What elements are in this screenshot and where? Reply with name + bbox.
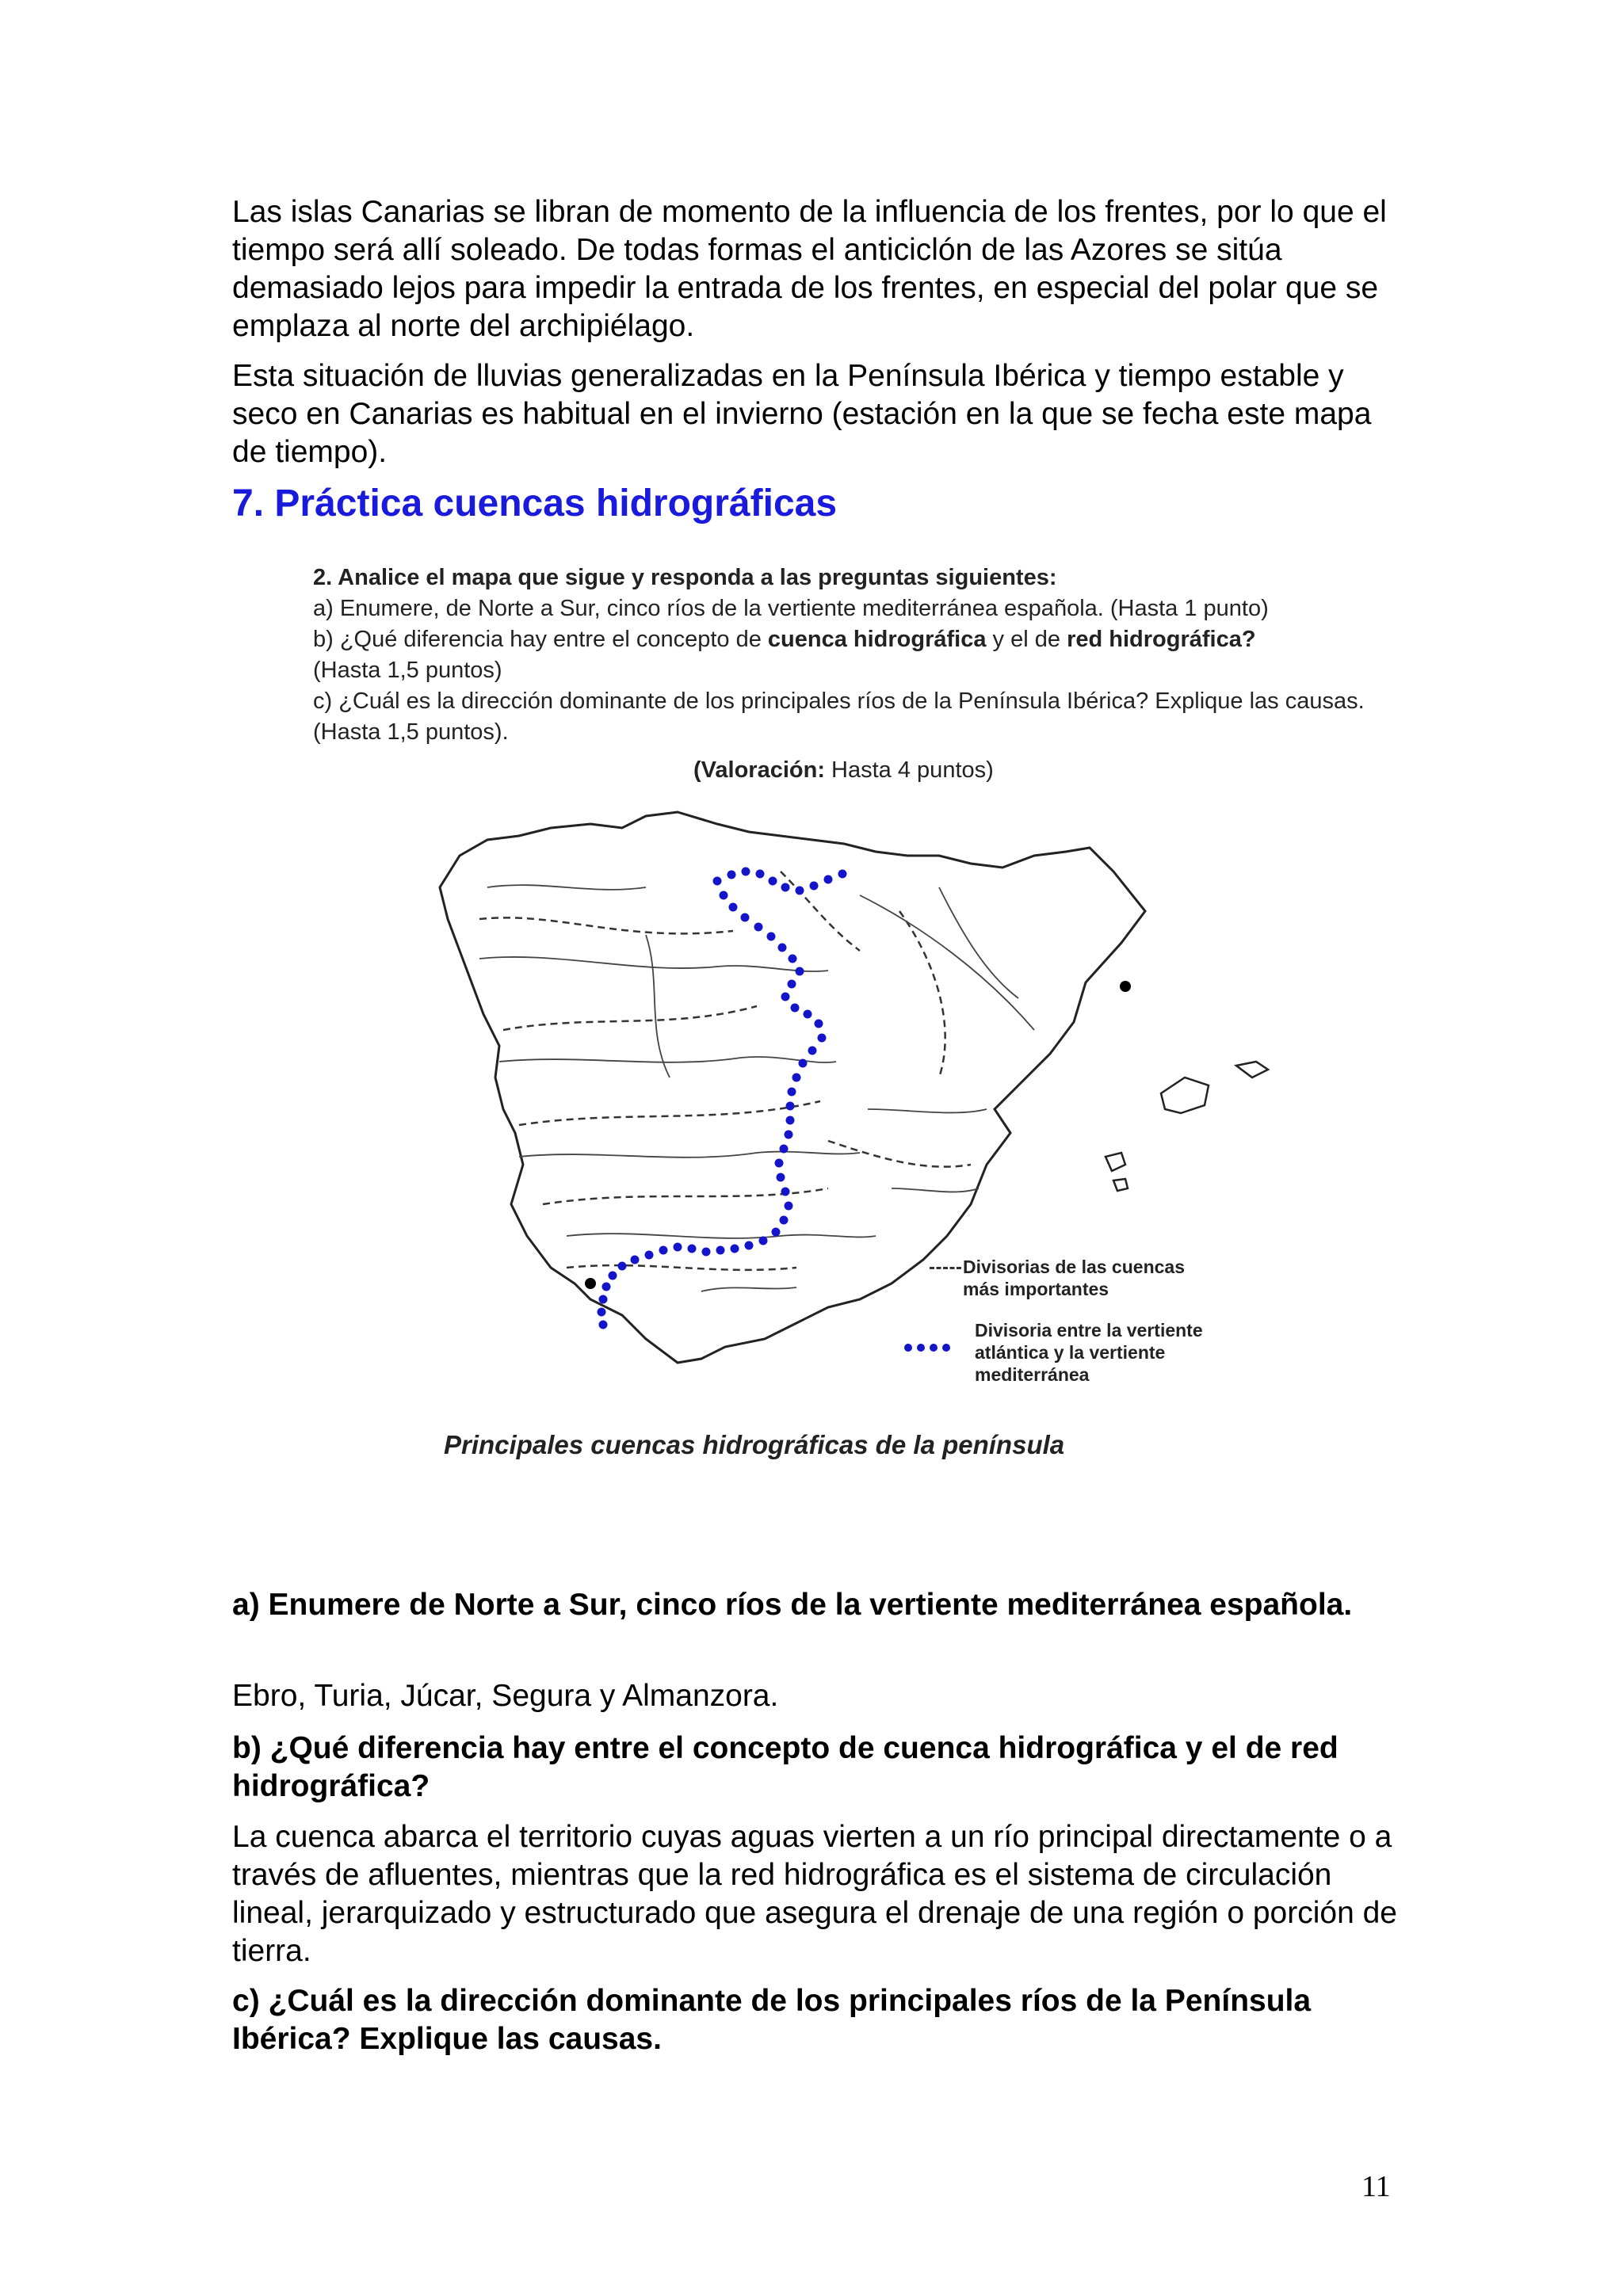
question-b: b) ¿Qué diferencia hay entre el concepto de cuenca hidrográfica y el de red hidrográfica? [232,1731,1338,1803]
answer-a: Ebro, Turia, Júcar, Segura y Almanzora. [232,1679,779,1713]
balearic-ibiza [1106,1153,1125,1171]
valoracion-value: Hasta 4 puntos) [825,757,994,783]
page-number: 11 [1361,2170,1391,2203]
legend-dotted-line2: atlántica y la vertiente [975,1342,1166,1363]
valoracion-label: (Valoración: [693,757,825,783]
instruction-c: c) ¿Cuál es la dirección dominante de los principales ríos de la Península Ibérica? Explique las causas. [313,688,1365,714]
paragraph-canarias: Las islas Canarias se libran de momento de la influencia de los frentes, por lo que el tiempo será allí soleado. De todas formas el anticiclón de las Azores se sitúa demasiado lejos para impedir la entrada de los frentes, en especial del polar que se emplaza al norte del archipiélago. [232,195,1387,343]
instruction-b-term2: red hidrográfica? [1067,627,1256,652]
legend-dashed [963,1256,1185,1300]
instruction-b-text: b) ¿Qué diferencia hay entre el concepto de [313,627,768,652]
instruction-a: a) Enumere, de Norte a Sur, cinco ríos de la vertiente mediterránea española. (Hasta 1 punto) [313,596,1269,621]
legend-dotted-line3: mediterránea [975,1364,1090,1385]
legend-dotted-line1: Divisoria entre la vertiente [975,1320,1203,1341]
valoracion [693,757,994,784]
question-a: a) Enumere de Norte a Sur, cinco ríos de la vertiente mediterránea española. [232,1588,1353,1622]
atlantic-mediterranean-divide [598,868,847,1329]
question-c: c) ¿Cuál es la dirección dominante de los principales ríos de la Península Ibérica? Explique las causas. [232,1984,1312,2056]
legend-dashed-line2: más importantes [963,1279,1109,1299]
balearic-mallorca [1161,1077,1209,1113]
instruction-b [313,624,1391,655]
balearic-formentera [1113,1179,1128,1191]
instruction-b-points: (Hasta 1,5 puntos) [313,658,502,683]
exam-instructions [313,563,1391,748]
balearic-menorca [1236,1062,1268,1077]
legend-dotted [975,1319,1203,1386]
legend-dotted-key [902,1342,965,1353]
exam-figure [309,563,1395,1474]
map-caption: Principales cuencas hidrográficas de la península [444,1430,1065,1459]
instruction-b-term1: cuenca hidrográfica [767,627,987,652]
paragraph-winter-situation: Esta situación de lluvias generalizadas en la Península Ibérica y tiempo estable y seco en Canarias es habitual en el invierno (estación en la que se fecha este mapa de tiempo). [232,359,1372,469]
instruction-title: 2. Analice el mapa que sigue y responda a las preguntas siguientes: [313,565,1057,590]
city-dot-sevilla [585,1278,596,1289]
legend-dashed-key [930,1267,961,1269]
answer-b: La cuenca abarca el territorio cuyas aguas vierten a un río principal directamente o a través de afluentes, mientras que la red hidrográfica es el sistema de circulación lineal, jerarquizado y estructurado que asegura el drenaje de una región o porción de tierra. [232,1820,1397,1968]
city-dot-barcelona [1120,981,1131,992]
section-heading: 7. Práctica cuencas hidrográficas [232,482,838,524]
basin-divides [479,871,971,1270]
legend-dashed-line1: Divisorias de las cuencas [963,1257,1185,1277]
instruction-c-points: (Hasta 1,5 puntos). [313,719,509,745]
instruction-b-mid: y el de [986,627,1067,652]
